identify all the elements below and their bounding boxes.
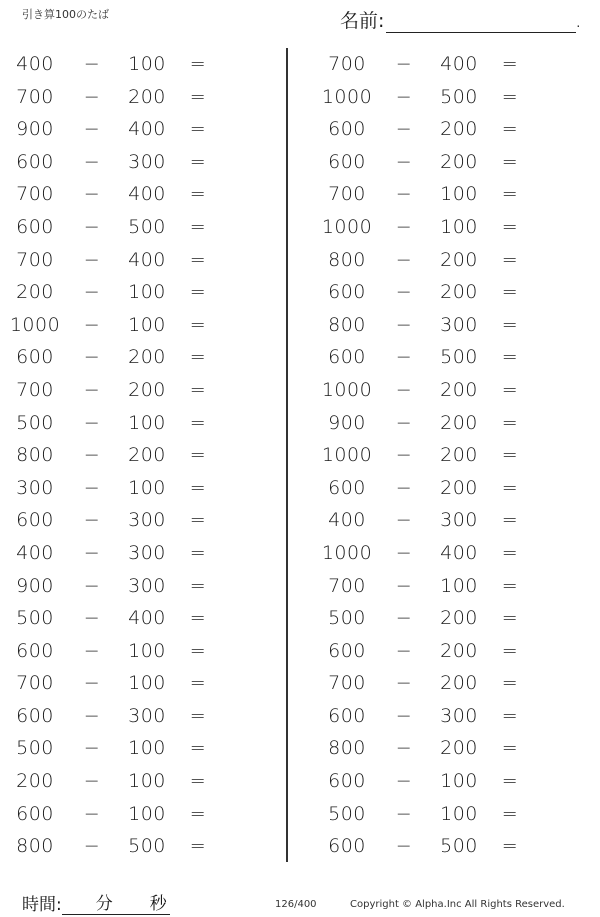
equals-sign: = bbox=[501, 346, 519, 369]
minuend: 900 bbox=[16, 118, 54, 141]
subtrahend: 100 bbox=[440, 215, 478, 238]
minus-sign: − bbox=[83, 737, 101, 760]
subtrahend: 300 bbox=[128, 574, 166, 597]
minus-sign: − bbox=[83, 444, 101, 467]
minuend: 800 bbox=[16, 835, 54, 858]
equals-sign: = bbox=[501, 802, 519, 825]
minuend: 1000 bbox=[321, 215, 373, 238]
minuend: 600 bbox=[328, 770, 366, 793]
subtrahend: 100 bbox=[440, 574, 478, 597]
subtrahend: 200 bbox=[440, 607, 478, 630]
equals-sign: = bbox=[501, 85, 519, 108]
equals-sign: = bbox=[189, 639, 207, 662]
minuend: 500 bbox=[16, 607, 54, 630]
equals-sign: = bbox=[189, 53, 207, 75]
equals-sign: = bbox=[501, 150, 519, 173]
minuend: 600 bbox=[16, 509, 54, 532]
minuend: 400 bbox=[16, 53, 54, 75]
subtrahend: 200 bbox=[128, 378, 166, 401]
minuend: 500 bbox=[16, 411, 54, 434]
subtrahend: 100 bbox=[440, 802, 478, 825]
time-label: 時間: bbox=[22, 895, 62, 915]
subtrahend: 200 bbox=[440, 444, 478, 467]
minus-sign: − bbox=[83, 215, 101, 238]
minus-sign: − bbox=[83, 509, 101, 532]
equals-sign: = bbox=[189, 541, 207, 564]
minuend: 700 bbox=[16, 183, 54, 206]
subtrahend: 200 bbox=[440, 378, 478, 401]
minus-sign: − bbox=[395, 313, 413, 336]
equals-sign: = bbox=[501, 607, 519, 630]
minus-sign: − bbox=[83, 672, 101, 695]
subtrahend: 100 bbox=[128, 476, 166, 499]
subtrahend: 200 bbox=[440, 476, 478, 499]
minus-sign: − bbox=[83, 802, 101, 825]
minuend: 700 bbox=[16, 672, 54, 695]
minus-sign: − bbox=[83, 281, 101, 304]
seconds-label: 秒 bbox=[149, 894, 167, 914]
equals-sign: = bbox=[501, 313, 519, 336]
minuend: 600 bbox=[328, 639, 366, 662]
subtrahend: 200 bbox=[440, 150, 478, 173]
name-label: 名前: bbox=[340, 10, 385, 32]
minus-sign: − bbox=[83, 346, 101, 369]
minuend: 600 bbox=[328, 835, 366, 858]
minus-sign: − bbox=[395, 85, 413, 108]
subtrahend: 200 bbox=[440, 411, 478, 434]
minus-sign: − bbox=[395, 215, 413, 238]
minuend: 400 bbox=[328, 509, 366, 532]
name-field bbox=[340, 6, 580, 33]
minus-sign: − bbox=[395, 378, 413, 401]
equals-sign: = bbox=[189, 835, 207, 858]
subtrahend: 300 bbox=[440, 704, 478, 727]
minus-sign: − bbox=[83, 607, 101, 630]
subtrahend: 200 bbox=[128, 346, 166, 369]
equals-sign: = bbox=[189, 248, 207, 271]
minuend: 700 bbox=[328, 672, 366, 695]
equals-sign: = bbox=[189, 346, 207, 369]
equals-sign: = bbox=[189, 118, 207, 141]
minuend: 600 bbox=[16, 215, 54, 238]
minuend: 700 bbox=[328, 574, 366, 597]
equals-sign: = bbox=[501, 835, 519, 858]
equals-sign: = bbox=[189, 444, 207, 467]
minuend: 600 bbox=[328, 346, 366, 369]
minuend: 900 bbox=[328, 411, 366, 434]
subtrahend: 200 bbox=[440, 737, 478, 760]
minus-sign: − bbox=[395, 411, 413, 434]
subtrahend: 400 bbox=[440, 53, 478, 75]
minus-sign: − bbox=[395, 444, 413, 467]
minuend: 500 bbox=[16, 737, 54, 760]
subtrahend: 500 bbox=[128, 835, 166, 858]
minus-sign: − bbox=[395, 248, 413, 271]
minuend: 1000 bbox=[321, 85, 373, 108]
time-input-line[interactable] bbox=[62, 896, 170, 915]
minus-sign: − bbox=[83, 248, 101, 271]
subtrahend: 300 bbox=[128, 509, 166, 532]
equals-sign: = bbox=[189, 85, 207, 108]
minuend: 600 bbox=[328, 704, 366, 727]
equals-sign: = bbox=[189, 411, 207, 434]
equals-sign: = bbox=[189, 574, 207, 597]
equals-sign: = bbox=[189, 737, 207, 760]
minus-sign: − bbox=[395, 541, 413, 564]
subtrahend: 300 bbox=[440, 509, 478, 532]
minuend: 1000 bbox=[321, 378, 373, 401]
minus-sign: − bbox=[83, 411, 101, 434]
subtrahend: 100 bbox=[128, 53, 166, 75]
equals-sign: = bbox=[189, 476, 207, 499]
minus-sign: − bbox=[83, 770, 101, 793]
equals-sign: = bbox=[501, 444, 519, 467]
minus-sign: − bbox=[395, 53, 413, 75]
equals-sign: = bbox=[501, 281, 519, 304]
minuend: 800 bbox=[328, 313, 366, 336]
minus-sign: − bbox=[395, 835, 413, 858]
equals-sign: = bbox=[501, 215, 519, 238]
minuend: 600 bbox=[16, 704, 54, 727]
equals-sign: = bbox=[189, 704, 207, 727]
minus-sign: − bbox=[395, 509, 413, 532]
subtrahend: 100 bbox=[128, 281, 166, 304]
equals-sign: = bbox=[189, 281, 207, 304]
minuend: 600 bbox=[16, 802, 54, 825]
subtrahend: 500 bbox=[128, 215, 166, 238]
minuend: 500 bbox=[328, 802, 366, 825]
minus-sign: − bbox=[83, 704, 101, 727]
subtrahend: 100 bbox=[128, 770, 166, 793]
equals-sign: = bbox=[501, 411, 519, 434]
minuend: 600 bbox=[328, 281, 366, 304]
equals-sign: = bbox=[189, 378, 207, 401]
minus-sign: − bbox=[83, 85, 101, 108]
equals-sign: = bbox=[501, 476, 519, 499]
subtrahend: 200 bbox=[128, 444, 166, 467]
minuend: 700 bbox=[328, 53, 366, 75]
equals-sign: = bbox=[501, 509, 519, 532]
minus-sign: − bbox=[395, 346, 413, 369]
minuend: 600 bbox=[328, 476, 366, 499]
minuend: 300 bbox=[16, 476, 54, 499]
equals-sign: = bbox=[189, 509, 207, 532]
minus-sign: − bbox=[83, 378, 101, 401]
subtrahend: 400 bbox=[128, 607, 166, 630]
minus-sign: − bbox=[395, 672, 413, 695]
subtrahend: 100 bbox=[440, 770, 478, 793]
minus-sign: − bbox=[395, 607, 413, 630]
worksheet-title: 引き算100のたば bbox=[22, 8, 109, 21]
minus-sign: − bbox=[395, 281, 413, 304]
minuend: 900 bbox=[16, 574, 54, 597]
minus-sign: − bbox=[395, 737, 413, 760]
minus-sign: − bbox=[83, 53, 101, 75]
subtrahend: 400 bbox=[128, 183, 166, 206]
minus-sign: − bbox=[395, 118, 413, 141]
equals-sign: = bbox=[501, 378, 519, 401]
minus-sign: − bbox=[83, 476, 101, 499]
subtrahend: 400 bbox=[128, 248, 166, 271]
subtrahend: 200 bbox=[440, 118, 478, 141]
minus-sign: − bbox=[395, 476, 413, 499]
minuend: 1000 bbox=[321, 541, 373, 564]
page-number: 126/400 bbox=[275, 899, 317, 910]
minus-sign: − bbox=[395, 574, 413, 597]
equals-sign: = bbox=[501, 53, 519, 75]
minus-sign: − bbox=[83, 541, 101, 564]
equals-sign: = bbox=[189, 672, 207, 695]
minus-sign: − bbox=[83, 639, 101, 662]
minuend: 400 bbox=[16, 541, 54, 564]
equals-sign: = bbox=[501, 770, 519, 793]
time-record bbox=[22, 890, 170, 915]
equals-sign: = bbox=[189, 313, 207, 336]
subtrahend: 500 bbox=[440, 346, 478, 369]
subtrahend: 100 bbox=[128, 672, 166, 695]
equals-sign: = bbox=[189, 770, 207, 793]
column-divider bbox=[286, 48, 288, 862]
subtrahend: 300 bbox=[128, 150, 166, 173]
minuend: 600 bbox=[328, 150, 366, 173]
equals-sign: = bbox=[189, 183, 207, 206]
minuend: 1000 bbox=[9, 313, 61, 336]
minuend: 800 bbox=[328, 737, 366, 760]
minuend: 800 bbox=[328, 248, 366, 271]
subtrahend: 200 bbox=[440, 639, 478, 662]
minuend: 600 bbox=[16, 346, 54, 369]
subtrahend: 100 bbox=[128, 802, 166, 825]
minus-sign: − bbox=[395, 150, 413, 173]
name-input-line[interactable] bbox=[386, 14, 576, 33]
minuend: 600 bbox=[328, 118, 366, 141]
subtrahend: 200 bbox=[128, 85, 166, 108]
equals-sign: = bbox=[501, 248, 519, 271]
minus-sign: − bbox=[83, 313, 101, 336]
subtrahend: 200 bbox=[440, 281, 478, 304]
minus-sign: − bbox=[83, 118, 101, 141]
copyright-notice: Copyright © Alpha.Inc All Rights Reserved. bbox=[350, 899, 565, 910]
equals-sign: = bbox=[501, 639, 519, 662]
subtrahend: 300 bbox=[128, 541, 166, 564]
minus-sign: − bbox=[83, 574, 101, 597]
minuend: 500 bbox=[328, 607, 366, 630]
subtrahend: 100 bbox=[128, 313, 166, 336]
minuend: 1000 bbox=[321, 444, 373, 467]
minuend: 200 bbox=[16, 281, 54, 304]
subtrahend: 400 bbox=[440, 541, 478, 564]
minuend: 800 bbox=[16, 444, 54, 467]
minus-sign: − bbox=[395, 802, 413, 825]
equals-sign: = bbox=[501, 183, 519, 206]
minuend: 700 bbox=[16, 248, 54, 271]
subtrahend: 100 bbox=[128, 737, 166, 760]
name-line-end: . bbox=[576, 16, 581, 30]
minus-sign: − bbox=[83, 835, 101, 858]
equals-sign: = bbox=[501, 118, 519, 141]
minuend: 200 bbox=[16, 770, 54, 793]
minuend: 700 bbox=[16, 85, 54, 108]
minutes-label: 分 bbox=[95, 894, 113, 914]
subtrahend: 500 bbox=[440, 85, 478, 108]
subtrahend: 300 bbox=[440, 313, 478, 336]
equals-sign: = bbox=[189, 607, 207, 630]
equals-sign: = bbox=[189, 215, 207, 238]
subtrahend: 300 bbox=[128, 704, 166, 727]
minus-sign: − bbox=[395, 770, 413, 793]
subtrahend: 100 bbox=[128, 411, 166, 434]
minuend: 700 bbox=[16, 378, 54, 401]
subtrahend: 100 bbox=[128, 639, 166, 662]
minus-sign: − bbox=[395, 704, 413, 727]
minus-sign: − bbox=[83, 150, 101, 173]
minuend: 600 bbox=[16, 150, 54, 173]
subtrahend: 200 bbox=[440, 248, 478, 271]
equals-sign: = bbox=[189, 802, 207, 825]
equals-sign: = bbox=[501, 704, 519, 727]
minuend: 700 bbox=[328, 183, 366, 206]
minus-sign: − bbox=[83, 183, 101, 206]
subtrahend: 100 bbox=[440, 183, 478, 206]
subtrahend: 500 bbox=[440, 835, 478, 858]
minuend: 600 bbox=[16, 639, 54, 662]
equals-sign: = bbox=[501, 672, 519, 695]
equals-sign: = bbox=[501, 737, 519, 760]
equals-sign: = bbox=[189, 150, 207, 173]
subtrahend: 400 bbox=[128, 118, 166, 141]
subtrahend: 200 bbox=[440, 672, 478, 695]
minus-sign: − bbox=[395, 639, 413, 662]
minus-sign: − bbox=[395, 183, 413, 206]
equals-sign: = bbox=[501, 541, 519, 564]
equals-sign: = bbox=[501, 574, 519, 597]
